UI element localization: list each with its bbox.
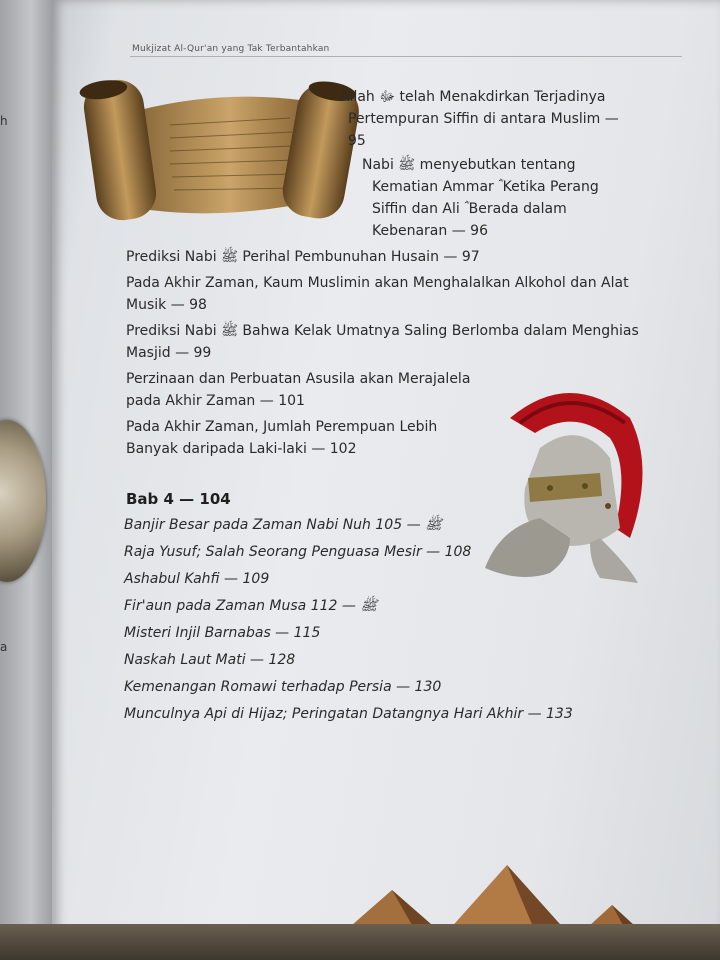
toc-entry[interactable]: Naskah Laut Mati — 128 <box>124 652 296 668</box>
toc-entry-page: Masjid — 99 <box>126 345 212 361</box>
facing-page-text-fragment: h <box>0 114 8 128</box>
toc-entry[interactable]: Ashabul Kahfi — 109 <box>124 571 270 587</box>
toc-entry-line: Prediksi Nabi ﷺ Perihal Pembunuhan Husain — 97 <box>126 249 480 265</box>
toc-entry-line: Pertempuran Siffin di antara Muslim — <box>348 111 619 127</box>
toc-entry[interactable] <box>126 272 629 316</box>
scroll-illustration <box>70 70 370 230</box>
running-header: Mukjizat Al-Qur'an yang Tak Terbantahkan <box>132 44 330 54</box>
toc-entry-line: Siffin dan Ali ؓ Berada dalam <box>372 201 567 217</box>
roman-helmet-illustration <box>480 378 650 598</box>
toc-entry-line: Pada Akhir Zaman, Kaum Muslimin akan Menghalalkan Alkohol dan Alat <box>126 275 629 291</box>
header-rule <box>130 56 682 57</box>
chapter-heading: Bab 4 — 104 <box>126 490 231 508</box>
toc-entry-line: Nabi ﷺ menyebutkan tentang <box>362 157 576 173</box>
toc-entry[interactable] <box>126 320 639 364</box>
book-page <box>52 0 720 960</box>
toc-entry[interactable]: Fir'aun pada Zaman Musa ﷺ — 112 <box>124 598 378 614</box>
toc-entry-line: Prediksi Nabi ﷺ Bahwa Kelak Umatnya Saling Berlomba dalam Menghias <box>126 323 639 339</box>
toc-entry[interactable]: Munculnya Api di Hijaz; Peringatan Datangnya Hari Akhir — 133 <box>124 706 573 722</box>
toc-entry-page: Kebenaran — 96 <box>372 223 488 239</box>
toc-entry[interactable] <box>126 368 470 412</box>
toc-entry-line: Allah ﷻ telah Menakdirkan Terjadinya <box>340 89 606 105</box>
toc-entry-page: Musik — 98 <box>126 297 207 313</box>
toc-entry[interactable]: Raja Yusuf; Salah Seorang Penguasa Mesir — 108 <box>124 544 472 560</box>
toc-entry[interactable] <box>362 154 599 242</box>
toc-entry[interactable]: Banjir Besar pada Zaman Nabi Nuh ﷺ — 105 <box>124 517 442 533</box>
photo-background-strip <box>0 924 720 960</box>
toc-entry[interactable] <box>126 246 480 268</box>
toc-entry[interactable] <box>340 86 619 152</box>
toc-entry-page: Banyak daripada Laki-laki — 102 <box>126 441 357 457</box>
toc-entry-line: Kematian Ammar ؓ Ketika Perang <box>372 179 599 195</box>
toc-entry[interactable]: Misteri Injil Barnabas — 115 <box>124 625 321 641</box>
toc-entry-line: Perzinaan dan Perbuatan Asusila akan Merajalela <box>126 371 471 387</box>
toc-entry-page: pada Akhir Zaman — 101 <box>126 393 305 409</box>
toc-entry[interactable]: Kemenangan Romawi terhadap Persia — 130 <box>124 679 442 695</box>
toc-entry[interactable] <box>126 416 437 460</box>
toc-entry-line: Pada Akhir Zaman, Jumlah Perempuan Lebih <box>126 419 438 435</box>
facing-page-text-fragment: a <box>0 640 8 654</box>
toc-entry-page: 95 <box>348 133 366 149</box>
